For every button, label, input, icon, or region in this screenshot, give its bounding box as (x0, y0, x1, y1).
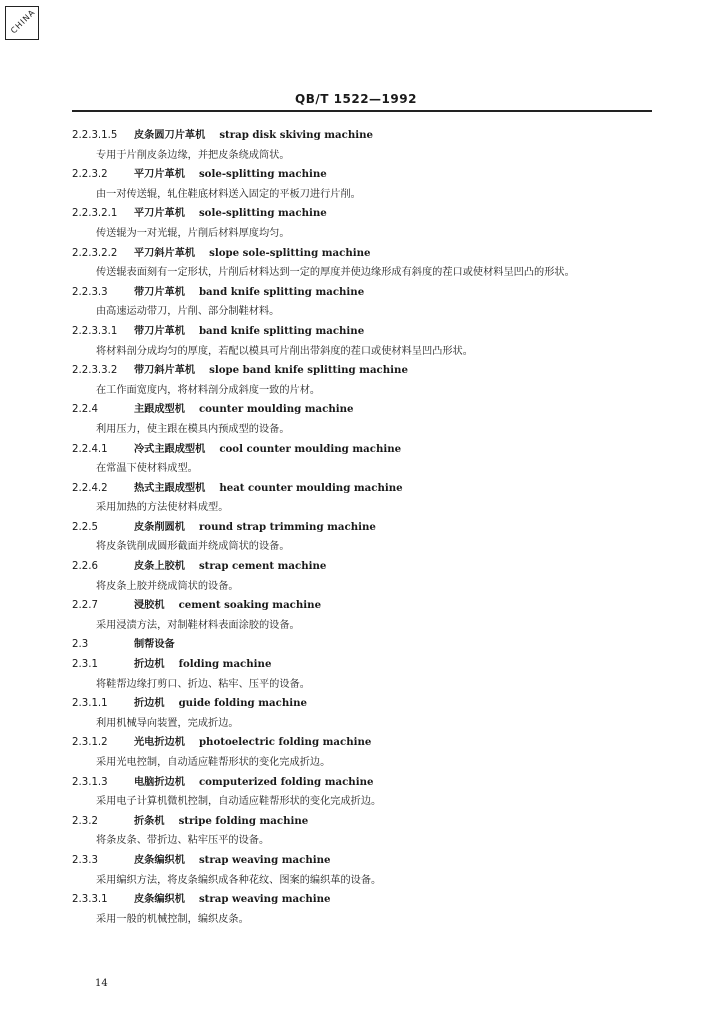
term-english: slope band knife splitting machine (209, 364, 408, 377)
term-number: 2.2.3.2 (72, 169, 108, 181)
term-chinese: 皮条编织机 (134, 894, 185, 906)
term-list (72, 126, 652, 929)
term-heading (72, 322, 652, 342)
term-chinese: 电脑折边机 (134, 776, 185, 788)
term-heading (72, 851, 652, 871)
term-definition: 在工作面宽度内，将材料剖分成斜度一致的片材。 (96, 384, 321, 396)
term-english: strap weaving machine (198, 893, 331, 906)
term-chinese: 皮条上胶机 (134, 561, 185, 573)
term-english: band knife splitting machine (198, 324, 365, 337)
term-chinese: 平刀片革机 (134, 169, 185, 181)
term-definition: 采用加热的方法使材料成型。 (96, 502, 229, 514)
term-definition: 采用电子计算机微机控制，自动适应鞋帮形状的变化完成折边。 (96, 796, 382, 808)
term-heading (72, 126, 652, 146)
term-english: strap disk skiving machine (219, 129, 374, 141)
term-english: strap cement machine (198, 560, 327, 573)
term-definition: 将皮条上胶并绕成筒状的设备。 (96, 580, 239, 592)
term-heading (72, 244, 652, 264)
term-definition: 利用压力，使主跟在模具内预成型的设备。 (96, 423, 290, 435)
term-heading (72, 773, 652, 793)
term-heading (72, 400, 652, 420)
term-chinese: 折边机 (134, 698, 165, 710)
term-number: 2.3.1.2 (72, 737, 108, 749)
term-number: 2.2.3.2.2 (72, 247, 118, 259)
term-chinese: 光电折边机 (134, 737, 185, 749)
term-definition: 利用机械导向装置，完成折边。 (96, 717, 239, 729)
term-english: round strap trimming machine (198, 520, 376, 533)
term-definition: 采用浸渍方法，对制鞋材料表面涂胶的设备。 (96, 619, 300, 631)
term-heading (72, 596, 652, 616)
term-definition: 将皮条铣削成圆形截面并绕成筒状的设备。 (96, 541, 290, 553)
term-heading (72, 655, 652, 675)
term-definition: 将材料剖分成均匀的厚度，若配以模具可片削出带斜度的茬口或使材料呈凹凸形状。 (96, 345, 473, 357)
page-number: 14 (95, 978, 108, 989)
term-heading (72, 165, 652, 185)
term-heading (72, 518, 652, 538)
term-english: heat counter moulding machine (219, 481, 403, 494)
term-english: slope sole-splitting machine (209, 246, 371, 259)
term-number: 2.2.3.1.5 (72, 130, 118, 141)
term-number: 2.2.4 (72, 404, 98, 416)
term-definition: 采用一般的机械控制，编织皮条。 (96, 913, 249, 925)
term-heading (72, 635, 652, 655)
term-definition: 将条皮条、带折边、粘牢压平的设备。 (96, 835, 270, 847)
term-english: band knife splitting machine (198, 285, 365, 298)
stamp-text: CHINA (9, 7, 37, 36)
term-chinese: 带刀片革机 (134, 286, 185, 298)
term-english: computerized folding machine (198, 775, 374, 788)
term-number: 2.3.2 (72, 815, 98, 827)
term-english: cool counter moulding machine (219, 442, 402, 455)
term-english: guide folding machine (178, 697, 307, 710)
term-heading (72, 733, 652, 753)
term-chinese: 皮条圆刀片革机 (134, 130, 206, 141)
term-number: 2.3 (72, 639, 89, 651)
term-number: 2.3.1.1 (72, 698, 108, 710)
term-chinese: 折条机 (134, 815, 165, 827)
term-heading (72, 283, 652, 303)
term-heading (72, 204, 652, 224)
term-heading (72, 694, 652, 714)
term-number: 2.2.3.3.2 (72, 365, 118, 377)
term-definition: 专用于片削皮条边缘，并把皮条绕成筒状。 (96, 149, 290, 161)
term-heading (72, 557, 652, 577)
term-number: 2.2.3.2.1 (72, 208, 118, 220)
term-definition: 由一对传送辊，轧住鞋底材料送入固定的平板刀进行片削。 (96, 188, 361, 200)
term-heading (72, 812, 652, 832)
term-heading (72, 479, 652, 499)
term-number: 2.2.3.3 (72, 286, 108, 298)
term-definition: 传送辊表面刻有一定形状，片削后材料达到一定的厚度并使边缘形成有斜度的茬口或使材料呈凹凸的形状。 (96, 267, 575, 279)
term-heading (72, 440, 652, 460)
term-number: 2.2.3.3.1 (72, 325, 118, 337)
term-chinese: 折边机 (134, 659, 165, 671)
term-english: folding machine (178, 658, 272, 671)
header-rule (72, 110, 652, 112)
term-chinese: 皮条编织机 (134, 854, 185, 866)
term-chinese: 热式主跟成型机 (134, 482, 206, 494)
term-chinese: 主跟成型机 (134, 404, 185, 416)
term-number: 2.2.7 (72, 600, 98, 612)
term-english: sole-splitting machine (198, 207, 327, 220)
term-chinese: 制帮设备 (134, 639, 175, 651)
term-english: counter moulding machine (198, 403, 354, 416)
china-stamp (5, 6, 39, 40)
term-chinese: 浸胶机 (134, 600, 165, 612)
term-definition: 在常温下使材料成型。 (96, 463, 198, 475)
term-number: 2.2.6 (72, 561, 98, 573)
term-english: cement soaking machine (178, 599, 322, 612)
term-heading (72, 361, 652, 381)
term-number: 2.3.1.3 (72, 776, 108, 788)
term-number: 2.2.5 (72, 521, 98, 533)
term-definition: 采用光电控制，自动适应鞋帮形状的变化完成折边。 (96, 757, 331, 768)
term-number: 2.2.4.2 (72, 482, 108, 494)
term-chinese: 平刀片革机 (134, 208, 185, 220)
term-english: stripe folding machine (178, 814, 309, 827)
term-chinese: 带刀斜片革机 (134, 365, 196, 377)
term-definition: 传送辊为一对光辊，片削后材料厚度均匀。 (96, 227, 290, 239)
term-number: 2.2.4.1 (72, 443, 108, 455)
term-english: strap weaving machine (198, 853, 331, 866)
term-definition: 由高速运动带刀，片削、部分制鞋材料。 (96, 306, 280, 318)
term-chinese: 皮条削圆机 (134, 521, 185, 533)
term-definition: 将鞋帮边缘打剪口、折边、粘牢、压平的设备。 (96, 678, 310, 690)
term-chinese: 平刀斜片革机 (134, 247, 196, 259)
term-definition: 采用编织方法，将皮条编织成各种花纹、图案的编织革的设备。 (96, 874, 382, 886)
term-english: sole-splitting machine (198, 168, 327, 181)
term-chinese: 带刀片革机 (134, 325, 185, 337)
term-chinese: 冷式主跟成型机 (134, 443, 206, 455)
standard-header: QB/T 1522—1992 (295, 92, 417, 106)
term-number: 2.3.3 (72, 854, 98, 866)
term-english: photoelectric folding machine (198, 736, 372, 749)
term-heading (72, 890, 652, 910)
term-number: 2.3.1 (72, 659, 98, 671)
term-number: 2.3.3.1 (72, 894, 108, 906)
